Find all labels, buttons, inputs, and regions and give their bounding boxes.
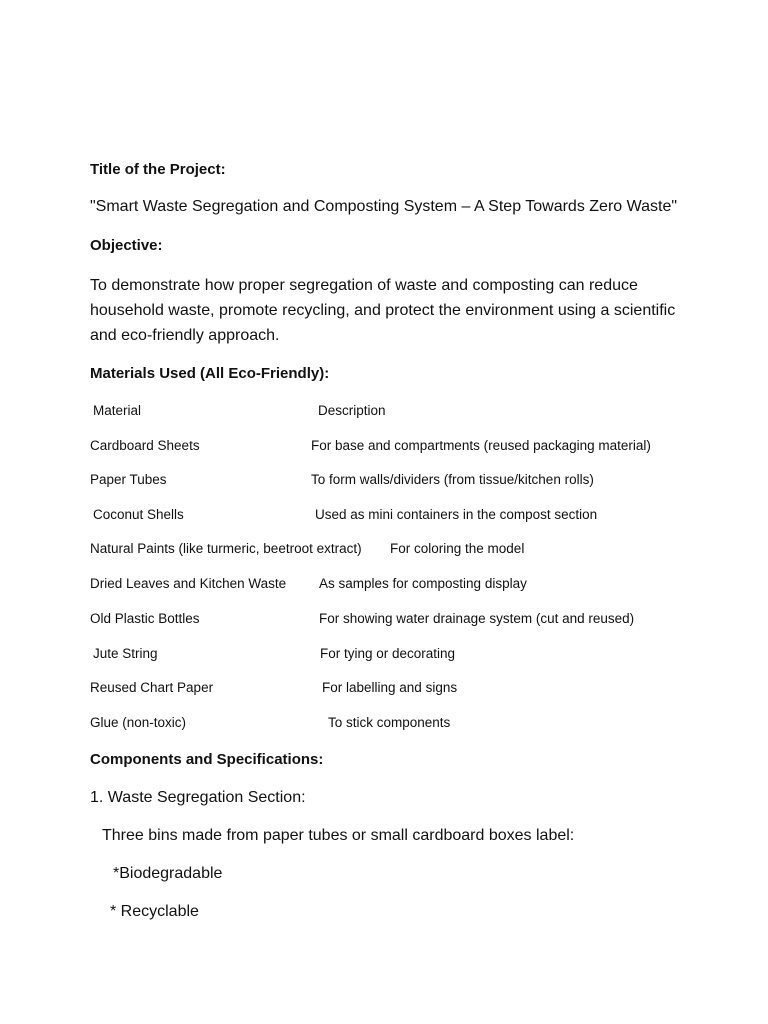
section1-title: 1. Waste Segregation Section: [90,789,306,806]
table-row-material: Natural Paints (like turmeric, beetroot extract) [90,541,362,556]
title-heading: Title of the Project: [90,161,226,178]
table-row-material: Jute String [93,646,158,661]
objective-heading: Objective: [90,237,163,254]
bullet-biodegradable: *Biodegradable [113,865,223,882]
table-row-material: Dried Leaves and Kitchen Waste [90,576,287,591]
objective-text: To demonstrate how proper segregation of waste and composting can reduce household waste, promote recycling, and protect the environment using a scientific and eco-friendly approach. [90,277,676,344]
project-title: "Smart Waste Segregation and Composting System – A Step Towards Zero Waste" [90,198,678,215]
table-row-description: As samples for composting display [319,576,527,591]
table-header-description: Description [318,403,386,418]
table-row-description: For coloring the model [390,541,525,556]
table-row-description: For showing water drainage system (cut and reused) [319,611,635,626]
table-row-description: For base and compartments (reused packaging material) [311,438,651,453]
table-row-material: Coconut Shells [93,507,184,522]
table-row-description: Used as mini containers in the compost section [315,507,598,522]
table-row-material: Reused Chart Paper [90,680,214,695]
materials-heading: Materials Used (All Eco-Friendly): [90,365,330,382]
table-row-material: Old Plastic Bottles [90,611,200,626]
table-row-material: Glue (non-toxic) [90,715,187,730]
table-header-material: Material [93,403,142,418]
table-row-material: Paper Tubes [90,472,167,487]
table-row-material: Cardboard Sheets [90,438,200,453]
table-row-description: For tying or decorating [320,646,456,661]
table-row-description: To stick components [328,715,451,730]
bullet-recyclable: * Recyclable [110,903,199,920]
table-row-description: To form walls/dividers (from tissue/kitchen rolls) [311,472,594,487]
section1-text: Three bins made from paper tubes or small cardboard boxes label: [102,827,575,844]
components-heading: Components and Specifications: [90,751,324,768]
table-row-description: For labelling and signs [322,680,458,695]
